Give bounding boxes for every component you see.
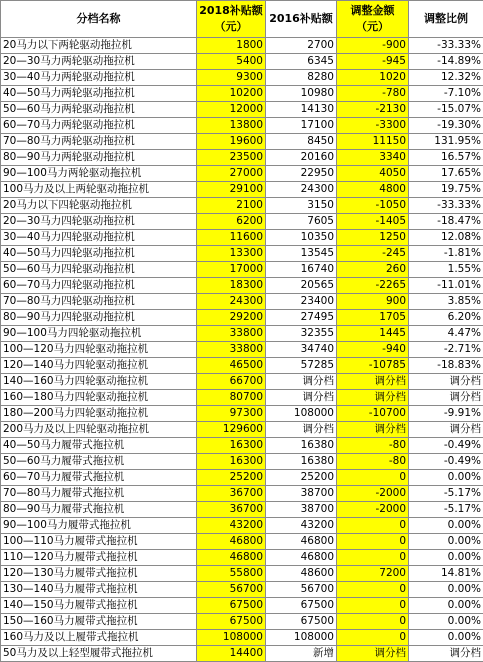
cell-adjust-amount: -945	[337, 54, 409, 70]
cell-name: 180—200马力四轮驱动拖拉机	[1, 406, 197, 422]
table-row	[1, 614, 483, 630]
cell-adjust-amount: -10700	[337, 406, 409, 422]
cell-subsidy-2016: 2700	[266, 38, 337, 54]
cell-adjust-ratio: 调分档	[409, 374, 483, 390]
table-row	[1, 358, 483, 374]
cell-adjust-amount: 0	[337, 534, 409, 550]
cell-name: 90—100马力四轮驱动拖拉机	[1, 326, 197, 342]
cell-subsidy-2018: 46800	[197, 534, 266, 550]
cell-adjust-ratio: 0.00%	[409, 614, 483, 630]
cell-adjust-amount: 4800	[337, 182, 409, 198]
table-row	[1, 486, 483, 502]
cell-adjust-ratio: 16.57%	[409, 150, 483, 166]
cell-name: 120—130马力履带式拖拉机	[1, 566, 197, 582]
cell-name: 200马力及以上四轮驱动拖拉机	[1, 422, 197, 438]
cell-adjust-ratio: -33.33%	[409, 198, 483, 214]
cell-subsidy-2016: 46800	[266, 534, 337, 550]
cell-name: 50—60马力履带式拖拉机	[1, 454, 197, 470]
cell-adjust-amount: -2130	[337, 102, 409, 118]
cell-adjust-ratio: -7.10%	[409, 86, 483, 102]
table-row	[1, 582, 483, 598]
cell-name: 30—40马力两轮驱动拖拉机	[1, 70, 197, 86]
cell-adjust-ratio: -18.47%	[409, 214, 483, 230]
cell-subsidy-2016: 20160	[266, 150, 337, 166]
table-row	[1, 198, 483, 214]
header-subsidy-2016: 2016补贴额	[266, 1, 337, 38]
cell-subsidy-2018: 14400	[197, 646, 266, 662]
cell-subsidy-2018: 67500	[197, 598, 266, 614]
cell-subsidy-2018: 66700	[197, 374, 266, 390]
cell-subsidy-2018: 108000	[197, 630, 266, 646]
cell-subsidy-2016: 38700	[266, 502, 337, 518]
cell-adjust-amount: -2000	[337, 486, 409, 502]
cell-subsidy-2018: 36700	[197, 486, 266, 502]
cell-adjust-amount: 0	[337, 598, 409, 614]
cell-adjust-amount: 11150	[337, 134, 409, 150]
header-adjust-amount: 调整金额（元）	[337, 1, 409, 38]
cell-adjust-ratio: 6.20%	[409, 310, 483, 326]
header-row	[1, 1, 483, 38]
cell-adjust-ratio: 调分档	[409, 646, 483, 662]
cell-name: 60—70马力两轮驱动拖拉机	[1, 118, 197, 134]
cell-adjust-ratio: -19.30%	[409, 118, 483, 134]
cell-subsidy-2016: 67500	[266, 598, 337, 614]
cell-name: 80—90马力履带式拖拉机	[1, 502, 197, 518]
cell-subsidy-2016: 20565	[266, 278, 337, 294]
cell-adjust-amount: -80	[337, 438, 409, 454]
cell-subsidy-2018: 80700	[197, 390, 266, 406]
cell-subsidy-2016: 67500	[266, 614, 337, 630]
table-row	[1, 374, 483, 390]
table-row	[1, 630, 483, 646]
table-body	[1, 38, 483, 662]
table-row	[1, 214, 483, 230]
cell-adjust-ratio: 0.00%	[409, 550, 483, 566]
cell-adjust-amount: 4050	[337, 166, 409, 182]
cell-name: 80—90马力两轮驱动拖拉机	[1, 150, 197, 166]
cell-adjust-amount: 1250	[337, 230, 409, 246]
table-row	[1, 470, 483, 486]
cell-subsidy-2018: 13800	[197, 118, 266, 134]
cell-adjust-ratio: -5.17%	[409, 486, 483, 502]
cell-subsidy-2016: 8450	[266, 134, 337, 150]
cell-adjust-ratio: 调分档	[409, 422, 483, 438]
cell-name: 50—60马力四轮驱动拖拉机	[1, 262, 197, 278]
cell-subsidy-2018: 43200	[197, 518, 266, 534]
table-row	[1, 326, 483, 342]
cell-subsidy-2016: 调分档	[266, 422, 337, 438]
cell-subsidy-2016: 6345	[266, 54, 337, 70]
cell-adjust-amount: -2265	[337, 278, 409, 294]
cell-name: 100马力及以上两轮驱动拖拉机	[1, 182, 197, 198]
cell-subsidy-2016: 3150	[266, 198, 337, 214]
table-row	[1, 502, 483, 518]
cell-adjust-ratio: -9.91%	[409, 406, 483, 422]
cell-name: 90—100马力两轮驱动拖拉机	[1, 166, 197, 182]
cell-adjust-ratio: -0.49%	[409, 438, 483, 454]
cell-adjust-amount: 调分档	[337, 374, 409, 390]
cell-adjust-ratio: 19.75%	[409, 182, 483, 198]
table-row	[1, 438, 483, 454]
header-adjust-ratio: 调整比例	[409, 1, 483, 38]
table-row	[1, 70, 483, 86]
cell-adjust-amount: 7200	[337, 566, 409, 582]
cell-adjust-amount: 调分档	[337, 422, 409, 438]
table-row	[1, 246, 483, 262]
table-row	[1, 38, 483, 54]
cell-adjust-ratio: -5.17%	[409, 502, 483, 518]
cell-subsidy-2018: 24300	[197, 294, 266, 310]
cell-adjust-amount: -780	[337, 86, 409, 102]
cell-adjust-ratio: 0.00%	[409, 534, 483, 550]
cell-subsidy-2016: 22950	[266, 166, 337, 182]
table-row	[1, 518, 483, 534]
cell-adjust-ratio: -18.83%	[409, 358, 483, 374]
cell-adjust-ratio: 调分档	[409, 390, 483, 406]
cell-adjust-amount: 900	[337, 294, 409, 310]
cell-subsidy-2018: 2100	[197, 198, 266, 214]
cell-adjust-amount: 0	[337, 630, 409, 646]
cell-subsidy-2016: 13545	[266, 246, 337, 262]
header-subsidy-2018: 2018补贴额（元）	[197, 1, 266, 38]
cell-adjust-amount: 1445	[337, 326, 409, 342]
cell-subsidy-2016: 23400	[266, 294, 337, 310]
cell-subsidy-2018: 29200	[197, 310, 266, 326]
cell-name: 80—90马力四轮驱动拖拉机	[1, 310, 197, 326]
cell-subsidy-2018: 25200	[197, 470, 266, 486]
cell-adjust-ratio: 14.81%	[409, 566, 483, 582]
table-row	[1, 294, 483, 310]
cell-name: 70—80马力四轮驱动拖拉机	[1, 294, 197, 310]
cell-name: 120—140马力四轮驱动拖拉机	[1, 358, 197, 374]
cell-adjust-ratio: 1.55%	[409, 262, 483, 278]
cell-adjust-amount: -10785	[337, 358, 409, 374]
cell-adjust-ratio: -2.71%	[409, 342, 483, 358]
cell-subsidy-2018: 29100	[197, 182, 266, 198]
table-row	[1, 406, 483, 422]
cell-name: 50马力及以上轻型履带式拖拉机	[1, 646, 197, 662]
cell-adjust-ratio: 0.00%	[409, 582, 483, 598]
cell-adjust-amount: -1050	[337, 198, 409, 214]
cell-name: 20—30马力两轮驱动拖拉机	[1, 54, 197, 70]
cell-adjust-ratio: 3.85%	[409, 294, 483, 310]
table-row	[1, 598, 483, 614]
cell-subsidy-2018: 5400	[197, 54, 266, 70]
cell-adjust-ratio: -1.81%	[409, 246, 483, 262]
cell-adjust-ratio: -14.89%	[409, 54, 483, 70]
table-row	[1, 550, 483, 566]
cell-subsidy-2018: 97300	[197, 406, 266, 422]
cell-name: 20—30马力四轮驱动拖拉机	[1, 214, 197, 230]
cell-adjust-ratio: 17.65%	[409, 166, 483, 182]
cell-name: 40—50马力两轮驱动拖拉机	[1, 86, 197, 102]
table-row	[1, 182, 483, 198]
table-row	[1, 278, 483, 294]
cell-name: 60—70马力履带式拖拉机	[1, 470, 197, 486]
table-row	[1, 230, 483, 246]
cell-subsidy-2016: 108000	[266, 630, 337, 646]
cell-name: 70—80马力两轮驱动拖拉机	[1, 134, 197, 150]
cell-adjust-amount: -3300	[337, 118, 409, 134]
cell-subsidy-2018: 33800	[197, 342, 266, 358]
table-row	[1, 134, 483, 150]
cell-subsidy-2018: 23500	[197, 150, 266, 166]
cell-subsidy-2018: 36700	[197, 502, 266, 518]
cell-adjust-ratio: 12.08%	[409, 230, 483, 246]
cell-subsidy-2016: 34740	[266, 342, 337, 358]
cell-name: 100—110马力履带式拖拉机	[1, 534, 197, 550]
cell-subsidy-2016: 27495	[266, 310, 337, 326]
cell-subsidy-2016: 32355	[266, 326, 337, 342]
cell-subsidy-2016: 38700	[266, 486, 337, 502]
cell-name: 70—80马力履带式拖拉机	[1, 486, 197, 502]
cell-adjust-ratio: 131.95%	[409, 134, 483, 150]
cell-adjust-amount: -245	[337, 246, 409, 262]
cell-adjust-amount: 0	[337, 518, 409, 534]
cell-adjust-amount: 3340	[337, 150, 409, 166]
cell-subsidy-2016: 56700	[266, 582, 337, 598]
cell-subsidy-2018: 11600	[197, 230, 266, 246]
cell-subsidy-2018: 46500	[197, 358, 266, 374]
cell-name: 160马力及以上履带式拖拉机	[1, 630, 197, 646]
cell-adjust-amount: -900	[337, 38, 409, 54]
cell-subsidy-2018: 9300	[197, 70, 266, 86]
cell-subsidy-2018: 16300	[197, 438, 266, 454]
cell-subsidy-2016: 14130	[266, 102, 337, 118]
cell-subsidy-2018: 129600	[197, 422, 266, 438]
table-row	[1, 102, 483, 118]
cell-adjust-ratio: 0.00%	[409, 630, 483, 646]
table-row	[1, 86, 483, 102]
cell-subsidy-2016: 17100	[266, 118, 337, 134]
table-row	[1, 262, 483, 278]
cell-subsidy-2018: 13300	[197, 246, 266, 262]
cell-name: 110—120马力履带式拖拉机	[1, 550, 197, 566]
cell-adjust-amount: 1020	[337, 70, 409, 86]
cell-subsidy-2016: 调分档	[266, 374, 337, 390]
cell-name: 150—160马力履带式拖拉机	[1, 614, 197, 630]
table-row	[1, 310, 483, 326]
cell-subsidy-2018: 46800	[197, 550, 266, 566]
cell-name: 20马力以下两轮驱动拖拉机	[1, 38, 197, 54]
cell-subsidy-2018: 18300	[197, 278, 266, 294]
table-row	[1, 150, 483, 166]
cell-adjust-ratio: 4.47%	[409, 326, 483, 342]
cell-name: 40—50马力四轮驱动拖拉机	[1, 246, 197, 262]
cell-adjust-amount: -1405	[337, 214, 409, 230]
cell-adjust-amount: 260	[337, 262, 409, 278]
cell-subsidy-2016: 10980	[266, 86, 337, 102]
cell-subsidy-2016: 7605	[266, 214, 337, 230]
cell-adjust-amount: 0	[337, 550, 409, 566]
cell-adjust-amount: -940	[337, 342, 409, 358]
cell-adjust-amount: 0	[337, 470, 409, 486]
cell-subsidy-2018: 56700	[197, 582, 266, 598]
cell-subsidy-2018: 10200	[197, 86, 266, 102]
table-row	[1, 454, 483, 470]
cell-adjust-ratio: 0.00%	[409, 518, 483, 534]
cell-subsidy-2018: 27000	[197, 166, 266, 182]
cell-adjust-amount: 1705	[337, 310, 409, 326]
cell-adjust-amount: 调分档	[337, 646, 409, 662]
cell-subsidy-2018: 19600	[197, 134, 266, 150]
cell-adjust-ratio: -11.01%	[409, 278, 483, 294]
cell-name: 100—120马力四轮驱动拖拉机	[1, 342, 197, 358]
cell-adjust-ratio: -0.49%	[409, 454, 483, 470]
cell-name: 60—70马力四轮驱动拖拉机	[1, 278, 197, 294]
cell-adjust-ratio: -33.33%	[409, 38, 483, 54]
cell-subsidy-2018: 16300	[197, 454, 266, 470]
table-row	[1, 390, 483, 406]
cell-name: 140—160马力四轮驱动拖拉机	[1, 374, 197, 390]
cell-subsidy-2016: 25200	[266, 470, 337, 486]
table-row	[1, 646, 483, 662]
cell-subsidy-2018: 6200	[197, 214, 266, 230]
table-row	[1, 54, 483, 70]
cell-subsidy-2016: 24300	[266, 182, 337, 198]
cell-subsidy-2016: 108000	[266, 406, 337, 422]
cell-name: 90—100马力履带式拖拉机	[1, 518, 197, 534]
cell-name: 140—150马力履带式拖拉机	[1, 598, 197, 614]
cell-adjust-ratio: 0.00%	[409, 598, 483, 614]
cell-adjust-ratio: 12.32%	[409, 70, 483, 86]
cell-subsidy-2018: 12000	[197, 102, 266, 118]
cell-subsidy-2016: 16380	[266, 438, 337, 454]
cell-adjust-amount: 0	[337, 582, 409, 598]
cell-subsidy-2016: 10350	[266, 230, 337, 246]
cell-name: 130—140马力履带式拖拉机	[1, 582, 197, 598]
cell-subsidy-2018: 1800	[197, 38, 266, 54]
cell-name: 160—180马力四轮驱动拖拉机	[1, 390, 197, 406]
cell-subsidy-2016: 调分档	[266, 390, 337, 406]
table-row	[1, 118, 483, 134]
cell-subsidy-2018: 33800	[197, 326, 266, 342]
table-row	[1, 566, 483, 582]
cell-subsidy-2016: 新增	[266, 646, 337, 662]
cell-subsidy-2018: 17000	[197, 262, 266, 278]
cell-subsidy-2016: 16380	[266, 454, 337, 470]
cell-adjust-amount: 0	[337, 614, 409, 630]
cell-name: 20马力以下四轮驱动拖拉机	[1, 198, 197, 214]
cell-adjust-ratio: -15.07%	[409, 102, 483, 118]
header-name: 分档名称	[1, 1, 197, 38]
cell-adjust-ratio: 0.00%	[409, 470, 483, 486]
cell-adjust-amount: -80	[337, 454, 409, 470]
cell-subsidy-2018: 67500	[197, 614, 266, 630]
cell-subsidy-2016: 8280	[266, 70, 337, 86]
cell-subsidy-2016: 46800	[266, 550, 337, 566]
cell-name: 50—60马力两轮驱动拖拉机	[1, 102, 197, 118]
cell-subsidy-2016: 48600	[266, 566, 337, 582]
table-row	[1, 342, 483, 358]
cell-name: 30—40马力四轮驱动拖拉机	[1, 230, 197, 246]
cell-subsidy-2016: 16740	[266, 262, 337, 278]
cell-subsidy-2016: 43200	[266, 518, 337, 534]
table-row	[1, 166, 483, 182]
cell-name: 40—50马力履带式拖拉机	[1, 438, 197, 454]
table-row	[1, 534, 483, 550]
table-row	[1, 422, 483, 438]
cell-subsidy-2016: 57285	[266, 358, 337, 374]
cell-adjust-amount: -2000	[337, 502, 409, 518]
cell-adjust-amount: 调分档	[337, 390, 409, 406]
cell-subsidy-2018: 55800	[197, 566, 266, 582]
